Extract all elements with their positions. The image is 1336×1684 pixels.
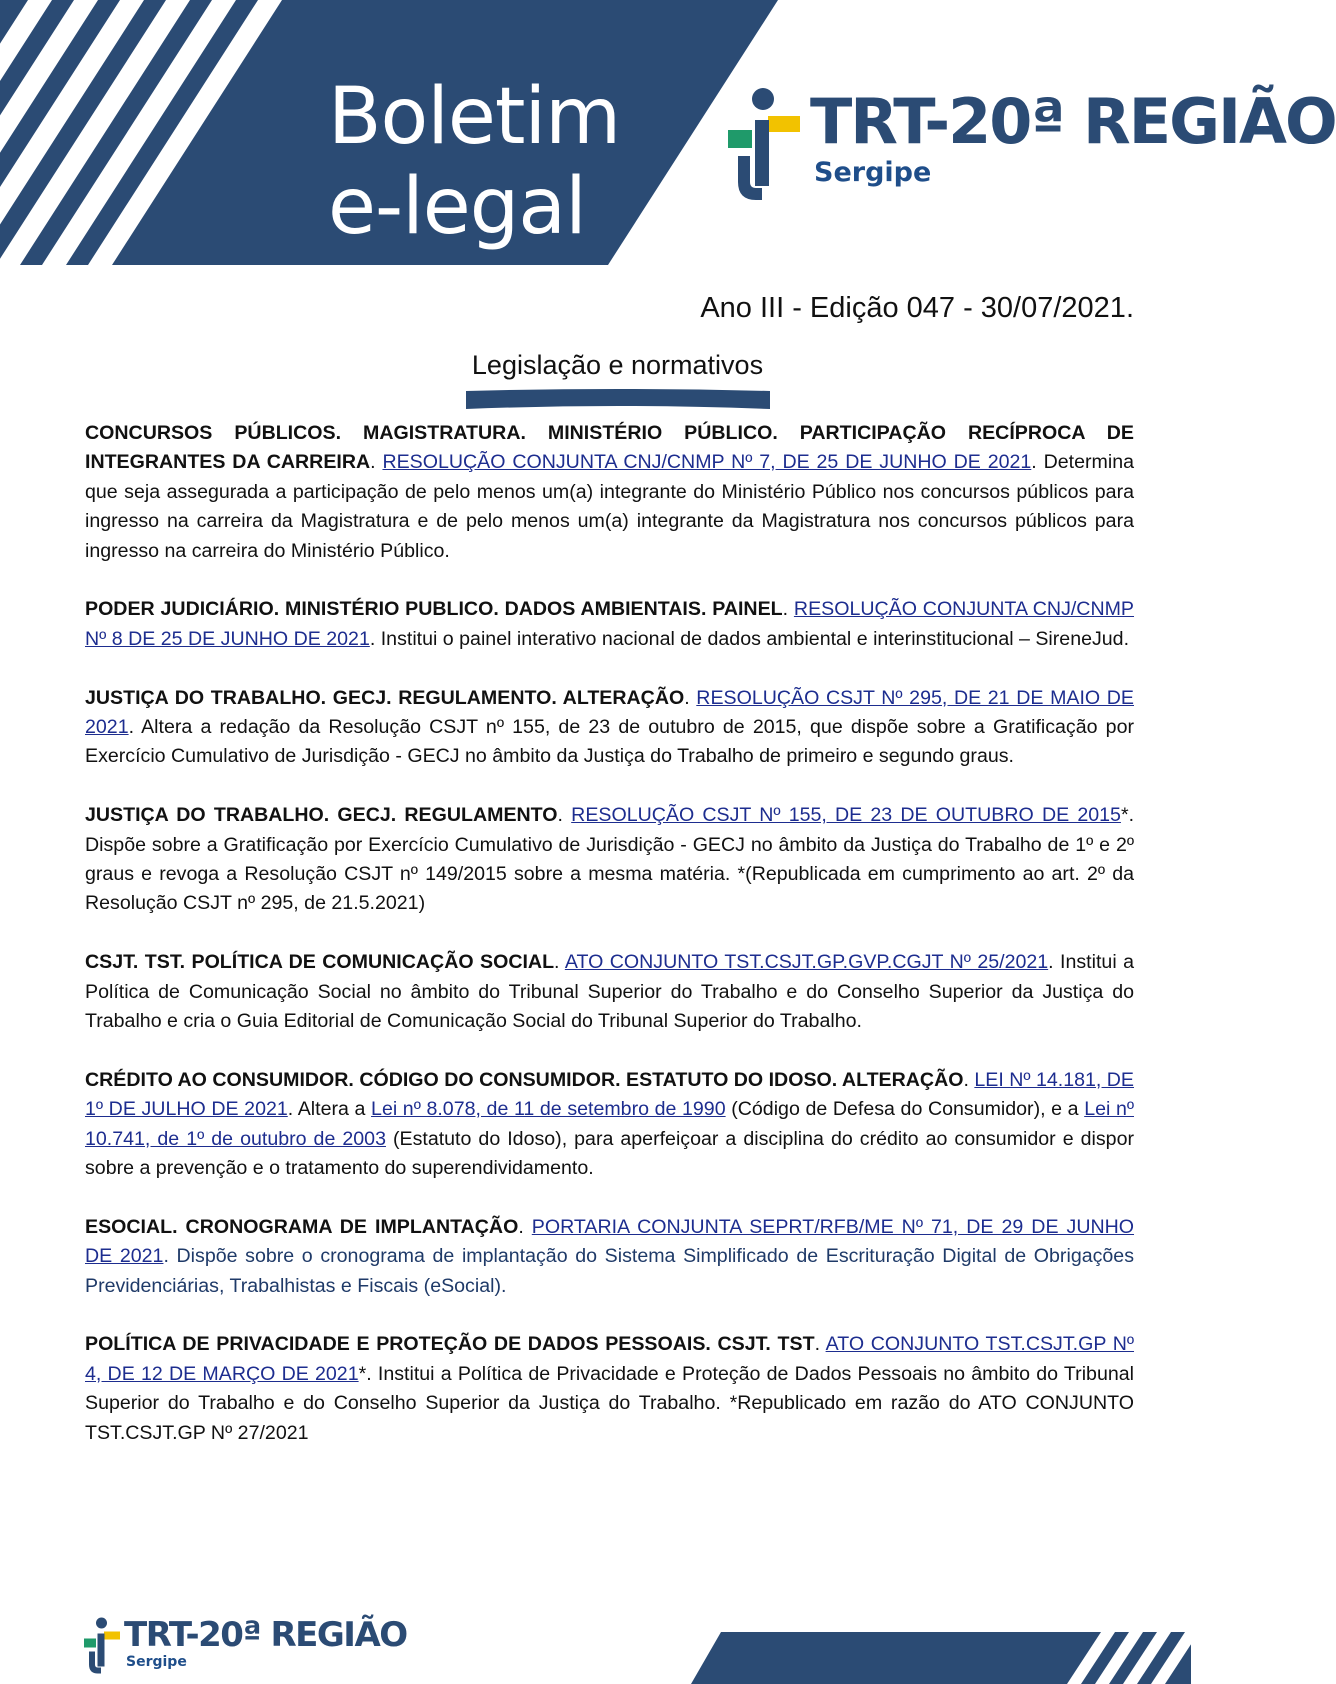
entry-link[interactable]: RESOLUÇÃO CSJT Nº 295, DE 21 DE MAIO DE 2021 xyxy=(85,686,1134,739)
footer-banner xyxy=(691,1632,1191,1684)
entry-separator: . xyxy=(370,451,383,474)
trt-logo xyxy=(728,86,1336,204)
bulletin-title-line2: e-legal xyxy=(328,162,586,252)
entry-text: *. Institui a Política de Privacidade e Proteção de Dados Pessoais no âmbito do Tribunal Superior do Trabalho e do Conselho Superior da Justiça do Trabalho. *Republicado em razão do ATO CONJUNTO TST.CSJT.GP Nº 27/2021 xyxy=(85,1362,1134,1444)
entry-text: . Determina que seja assegurada a participação de pelo menos um(a) integrante do Ministério Público nos concursos públicos para ingresso na carreira da Magistratura e de pelo menos um(a) integrante da Magistratura nos concursos públicos para ingresso na carreira do Ministério Público. xyxy=(85,451,1134,562)
footer-logo-subtitle: Sergipe xyxy=(126,1654,187,1670)
footer-logo-name: TRT-20ª REGIÃO xyxy=(124,1615,407,1655)
entry-heading: JUSTIÇA DO TRABALHO. GECJ. REGULAMENTO. ALTERAÇÃO xyxy=(85,686,685,709)
entry-link-secondary[interactable]: Lei nº 8.078, de 11 de setembro de 1990 xyxy=(371,1098,726,1121)
footer-trt-logo xyxy=(84,1616,407,1676)
entry xyxy=(85,948,1134,1036)
trt-logo-subtitle: Sergipe xyxy=(814,157,932,188)
trt-logo-name: TRT-20ª REGIÃO xyxy=(810,85,1336,158)
entry xyxy=(85,684,1134,772)
entry-heading: ESOCIAL. CRONOGRAMA DE IMPLANTAÇÃO xyxy=(85,1215,519,1238)
entry-link[interactable]: ATO CONJUNTO TST.CSJT.GP Nº 4, DE 12 DE MARÇO DE 2021 xyxy=(85,1333,1135,1385)
entry xyxy=(85,419,1134,566)
bulletin-title xyxy=(328,72,620,252)
entry xyxy=(85,1066,1134,1184)
entry-text: . Institui a Política de Comunicação Social no âmbito do Tribunal Superior do Trabalho e do Conselho Superior da Justiça do Trabalho e cria o Guia Editorial de Comunicação Social do Tribunal Superior do Trabalho. xyxy=(85,951,1135,1033)
entry xyxy=(85,801,1134,919)
entry-text: (Código de Defesa do Consumidor), e a xyxy=(725,1098,1085,1121)
entry-link[interactable]: PORTARIA CONJUNTA SEPRT/RFB/ME Nº 71, DE 29 DE JUNHO DE 2021 xyxy=(85,1215,1135,1268)
entry xyxy=(85,595,1134,654)
entry-separator: . xyxy=(963,1068,975,1091)
entry-separator: . xyxy=(814,1333,826,1356)
entry-heading: PODER JUDICIÁRIO. MINISTÉRIO PUBLICO. DADOS AMBIENTAIS. PAINEL xyxy=(85,598,783,621)
entry-text: . Altera a xyxy=(287,1098,372,1121)
entry-separator: . xyxy=(518,1215,532,1238)
bulletin-title-line1: Boletim xyxy=(328,72,621,162)
entry-separator: . xyxy=(684,686,697,709)
entry-separator: . xyxy=(554,951,565,974)
entries-list xyxy=(85,419,1134,1478)
section-title: Legislação e normativos xyxy=(471,350,764,380)
entry-text: (Estatuto do Idoso), para aperfeiçoar a disciplina do crédito ao consumidor e dispor sobre a prevenção e o tratamento do superendividamento. xyxy=(85,1127,1134,1180)
section-underline xyxy=(466,389,770,411)
entry-heading: CRÉDITO AO CONSUMIDOR. CÓDIGO DO CONSUMIDOR. ESTATUTO DO IDOSO. ALTERAÇÃO xyxy=(85,1068,964,1091)
edition-line: Ano III - Edição 047 - 30/07/2021. xyxy=(700,292,1134,324)
trt-logo-mark-icon xyxy=(728,86,800,204)
entry-heading: CSJT. TST. POLÍTICA DE COMUNICAÇÃO SOCIAL xyxy=(85,951,555,974)
entry-text: . Altera a redação da Resolução CSJT nº 155, de 23 de outubro de 2015, que dispõe sobre a Gratificação por Exercício Cumulativo de Jurisdição - GECJ no âmbito da Justiça do Trabalho de primeiro e segundo graus. xyxy=(85,716,1134,768)
entry-heading: JUSTIÇA DO TRABALHO. GECJ. REGULAMENTO xyxy=(85,804,558,827)
entry-heading: POLÍTICA DE PRIVACIDADE E PROTEÇÃO DE DADOS PESSOAIS. CSJT. TST xyxy=(85,1333,815,1356)
entry-heading: CONCURSOS PÚBLICOS. MAGISTRATURA. MINISTÉRIO PÚBLICO. PARTICIPAÇÃO RECÍPROCA DE INTEGRANTES DA CARREIRA xyxy=(85,422,1134,474)
entry-text: . Dispõe sobre o cronograma de implantação do Sistema Simplificado de Escrituração Digital de Obrigações Previdenciárias, Trabalhistas e Fiscais (eSocial). xyxy=(85,1245,1134,1297)
entry-link[interactable]: RESOLUÇÃO CSJT Nº 155, DE 23 DE OUTUBRO DE 2015 xyxy=(571,804,1121,827)
entry-text: . Institui o painel interativo nacional de dados ambiental e interinstitucional – SireneJud. xyxy=(369,627,1130,650)
trt-logo-mark-icon xyxy=(84,1616,120,1676)
entry-separator: . xyxy=(782,598,794,621)
entry-link-secondary[interactable]: Lei nº 10.741, de 1º de outubro de 2003 xyxy=(85,1098,1134,1150)
entry-text: *. Dispõe sobre a Gratificação por Exercício Cumulativo de Jurisdição - GECJ no âmbito da Justiça do Trabalho de 1º e 2º graus e revoga a Resolução CSJT nº 149/2015 sobre a mesma matéria. *(Republicada em cumprimento ao art. 2º da Resolução CSJT nº 295, de 21.5.2021) xyxy=(85,804,1135,915)
entry-link[interactable]: RESOLUÇÃO CONJUNTA CNJ/CNMP Nº 8 DE 25 DE JUNHO DE 2021 xyxy=(85,598,1135,650)
entry-link[interactable]: LEI Nº 14.181, DE 1º DE JULHO DE 2021 xyxy=(85,1068,1134,1121)
entry xyxy=(85,1330,1134,1448)
entry xyxy=(85,1213,1134,1301)
entry-link[interactable]: RESOLUÇÃO CONJUNTA CNJ/CNMP Nº 7, DE 25 DE JUNHO DE 2021 xyxy=(382,451,1032,474)
entry-link[interactable]: ATO CONJUNTO TST.CSJT.GP.GVP.CGJT Nº 25/2021 xyxy=(564,951,1049,974)
entry-separator: . xyxy=(557,804,572,827)
